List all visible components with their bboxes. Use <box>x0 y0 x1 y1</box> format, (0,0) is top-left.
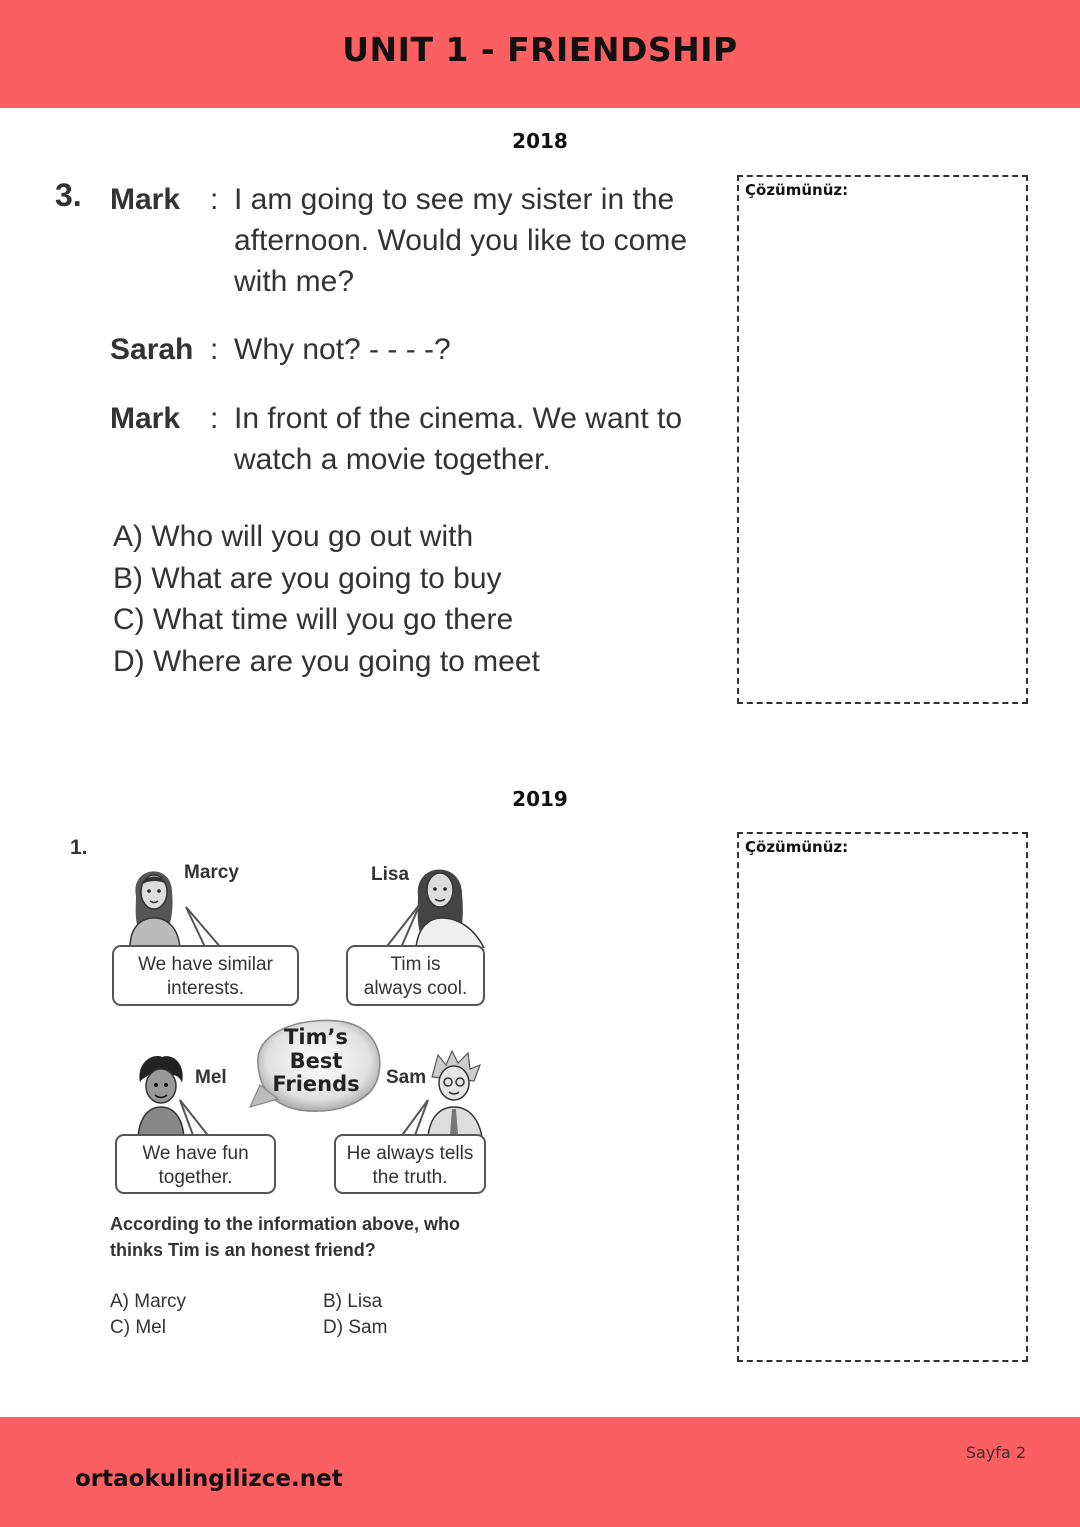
page-footer <box>0 1417 1080 1527</box>
dialogue-text <box>234 398 734 480</box>
option-c[interactable]: C) What time will you go there <box>113 603 514 636</box>
badge-line: Tim’s <box>284 1025 348 1049</box>
badge-text <box>248 1026 384 1097</box>
question-stem <box>110 1211 530 1263</box>
question-number: 1. <box>70 836 88 859</box>
bubble-line: We have similar <box>138 954 273 975</box>
year-2018-heading: 2018 <box>512 129 568 153</box>
solution-label: Çözümünüz: <box>745 838 849 856</box>
option-d[interactable]: D) Where are you going to meet <box>113 644 540 678</box>
page-header <box>0 0 1080 108</box>
question-number: 3. <box>55 177 82 213</box>
solution-label: Çözümünüz: <box>745 181 849 199</box>
speaker-colon: : <box>210 183 219 216</box>
dialogue-text-line: with me? <box>234 265 355 298</box>
speaker-name: Mark <box>110 402 181 435</box>
dialogue-text <box>234 329 734 370</box>
year-2019-heading: 2019 <box>512 787 568 811</box>
speaker-name: Sarah <box>110 333 194 366</box>
answer-options <box>113 516 713 682</box>
site-name: ortaokulingilizce.net <box>75 1466 343 1492</box>
speech-bubble-mel <box>115 1134 276 1194</box>
stem-line: thinks Tim is an honest friend? <box>110 1240 376 1260</box>
speaker-name: Mark <box>110 183 181 216</box>
person-name-lisa: Lisa <box>371 864 410 885</box>
bubble-line: He always tells <box>346 1143 474 1164</box>
bubble-line: interests. <box>166 978 245 999</box>
option-b[interactable]: B) Lisa <box>323 1291 383 1312</box>
dialogue-text <box>234 179 734 302</box>
speaker-colon: : <box>210 333 219 366</box>
bubble-line: always cool. <box>363 978 468 999</box>
dialogue-line-mark-1 <box>110 179 730 302</box>
bubble-line: We have fun <box>142 1143 249 1164</box>
solution-box-2018[interactable] <box>737 175 1028 704</box>
person-name-mel: Mel <box>195 1067 227 1088</box>
speech-bubble-sam <box>334 1134 486 1194</box>
bubble-line: the truth. <box>372 1167 448 1188</box>
unit-title: UNIT 1 - FRIENDSHIP <box>342 30 738 69</box>
dialogue-text-line: afternoon. Would you like to come <box>234 224 688 257</box>
dialogue-text-line: In front of the cinema. We want to <box>234 402 683 435</box>
bubble-line: Tim is <box>390 954 441 975</box>
dialogue-line-sarah <box>110 329 730 370</box>
dialogue-line-mark-2 <box>110 398 730 480</box>
bubble-line: together. <box>158 1167 233 1188</box>
badge-line: Best <box>289 1048 343 1073</box>
dialogue-text-line: watch a movie together. <box>234 443 551 476</box>
speaker-colon: : <box>210 402 219 435</box>
page-number: Sayfa 2 <box>965 1443 1026 1462</box>
option-b[interactable]: B) What are you going to buy <box>113 561 502 595</box>
person-name-sam: Sam <box>386 1067 427 1088</box>
stem-line: According to the information above, who <box>110 1214 461 1234</box>
speech-bubble-lisa <box>346 945 485 1006</box>
option-d[interactable]: D) Sam <box>323 1317 388 1338</box>
solution-box-2019[interactable] <box>737 832 1028 1362</box>
person-name-marcy: Marcy <box>184 862 239 883</box>
dialogue-text-line: Why not? - - - -? <box>234 333 451 366</box>
option-c[interactable]: C) Mel <box>110 1317 166 1338</box>
badge-line: Friends <box>272 1072 360 1096</box>
speech-bubble-marcy <box>112 945 299 1006</box>
marcy-illustration <box>116 856 188 948</box>
dialogue-text-line: I am going to see my sister in the <box>234 183 675 216</box>
option-a[interactable]: A) Who will you go out with <box>113 520 474 553</box>
option-a[interactable]: A) Marcy <box>110 1291 186 1312</box>
